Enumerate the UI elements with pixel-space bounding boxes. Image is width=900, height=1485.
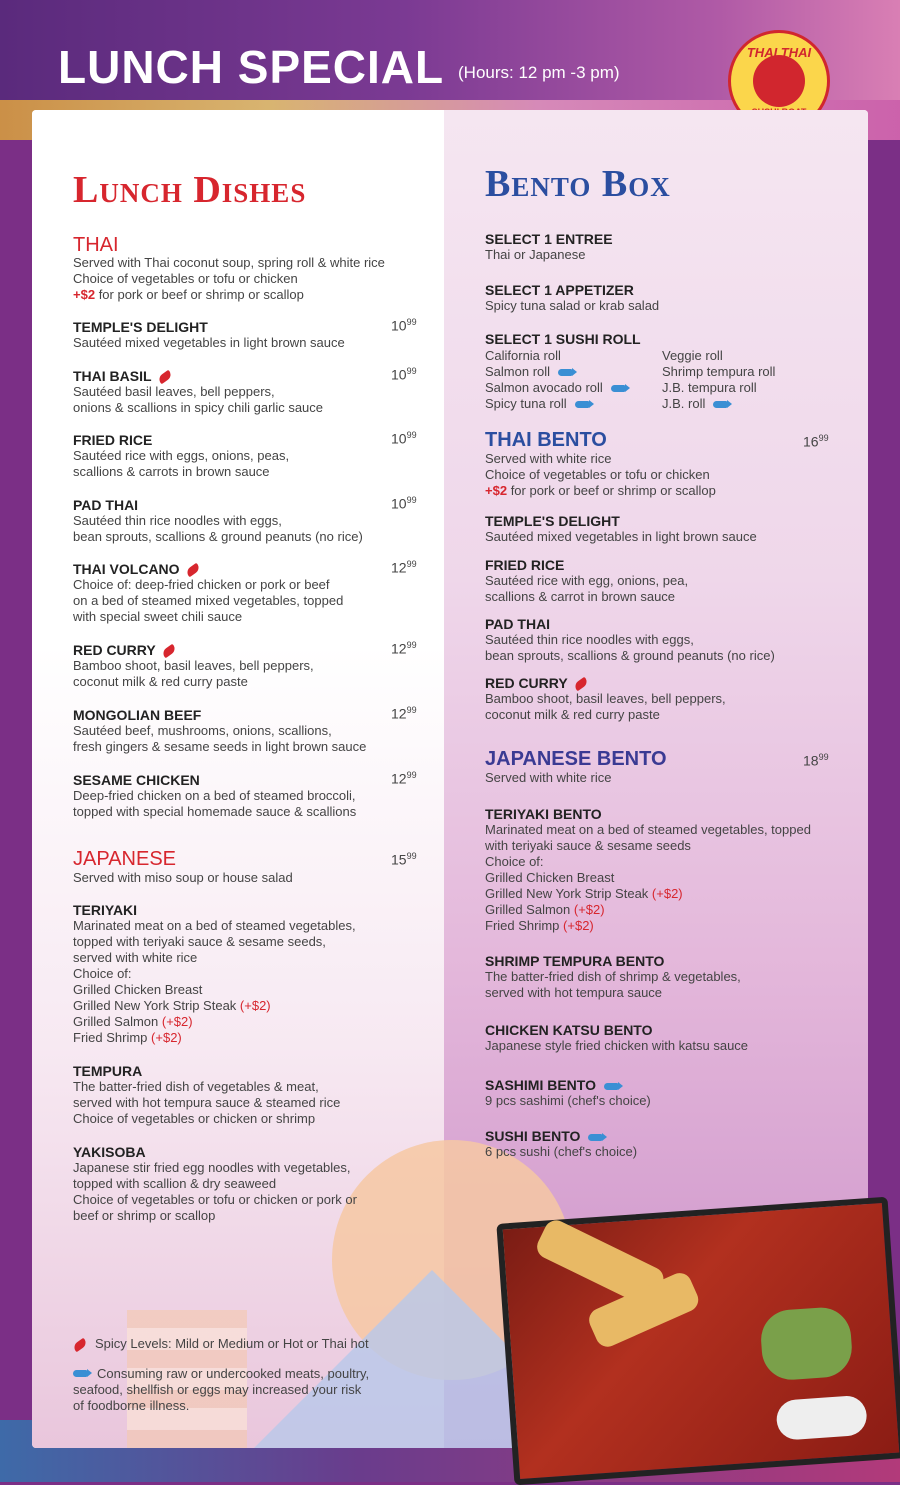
bento-photo	[496, 1197, 900, 1485]
fish-icon	[611, 385, 625, 392]
item-price: $12^{99}$	[391, 640, 417, 657]
fish-logo-icon	[753, 55, 805, 107]
item-price: $10^{99}$	[391, 366, 417, 383]
fish-icon	[713, 401, 727, 408]
sushi-roll-options-right: Veggie roll Shrimp tempura roll J.B. tempura roll J.B. roll	[662, 348, 776, 411]
thai-menu-item: THAI VOLCANO Choice of: deep-fried chicken or pork or beef on a bed of steamed mixed vegetables, topped with special sweet chili sauce	[73, 561, 344, 624]
thai-description: Served with Thai coconut soup, spring roll & white rice Choice of vegetables or tofu or chicken +$2 for pork or beef or shrimp or scallop	[73, 255, 385, 302]
thai-menu-item: PAD THAI Sautéed thin rice noodles with eggs, bean sprouts, scallions & ground peanuts (no rice)	[73, 497, 363, 544]
shrimp-tempura-bento: SHRIMP TEMPURA BENTO The batter-fried dish of shrimp & vegetables, served with hot tempura sauce	[485, 953, 741, 1000]
spicy-note: Spicy Levels: Mild or Medium or Hot or Thai hot	[73, 1336, 369, 1352]
select-entree: SELECT 1 ENTREE Thai or Japanese	[485, 231, 613, 262]
thai-menu-item: FRIED RICE Sautéed rice with eggs, onions, peas, scallions & carrots in brown sauce	[73, 432, 290, 479]
thai-bento-item: FRIED RICE Sautéed rice with egg, onions, pea, scallions & carrot in brown sauce	[485, 557, 689, 604]
item-price: $10^{99}$	[391, 495, 417, 512]
item-price: $12^{99}$	[391, 559, 417, 576]
bento-box-heading: Bento Box	[485, 163, 671, 205]
japanese-bento-description: Served with white rice	[485, 770, 612, 785]
sushi-roll-options-left: California roll Salmon roll Salmon avocado roll Spicy tuna roll	[485, 348, 625, 412]
chili-pepper-icon	[72, 1337, 88, 1352]
japanese-section-title: JAPANESE	[73, 848, 176, 870]
sashimi-bento: SASHIMI BENTO 9 pcs sashimi (chef's choice)	[485, 1077, 651, 1108]
teriyaki-bento: TERIYAKI BENTO Marinated meat on a bed of steamed vegetables, topped with teriyaki sauce & sesame seeds Choice of: Grilled Chicken Breast Grilled New York Strip Steak (+$2) Grilled Salmon (+$2) Fried Shrimp (+$2)	[485, 806, 811, 933]
thai-bento-title: THAI BENTO	[485, 429, 607, 451]
teriyaki-item: TERIYAKI Marinated meat on a bed of steamed vegetables, topped with teriyaki sauce & sesame seeds, served with white rice Choice of: Grilled Chicken Breast Grilled New York Strip Steak (+$2) Grilled Salmon (+$2) Fried Shrimp (+$2)	[73, 902, 356, 1045]
select-appetizer: SELECT 1 APPETIZER Spicy tuna salad or krab salad	[485, 282, 660, 313]
item-price: $10^{99}$	[391, 317, 417, 334]
thai-menu-item: TEMPLE'S DELIGHT Sautéed mixed vegetables in light brown sauce	[73, 319, 345, 350]
fish-icon	[73, 1370, 87, 1377]
tempura-item: TEMPURA The batter-fried dish of vegetables & meat, served with hot tempura sauce & steamed rice Choice of vegetables or chicken or shrimp	[73, 1063, 341, 1126]
select-sushi-roll: SELECT 1 SUSHI ROLL	[485, 331, 641, 347]
thai-menu-item: THAI BASIL Sautéed basil leaves, bell peppers, onions & scallions in spicy chili garlic sauce	[73, 368, 324, 415]
fish-icon	[575, 401, 589, 408]
yakisoba-item: YAKISOBA Japanese stir fried egg noodles with vegetables, topped with scallion & dry seaweed Choice of vegetables or tofu or chicken or pork or beef or shrimp or scallop	[73, 1144, 357, 1223]
chili-pepper-icon	[185, 563, 201, 578]
thai-section-title: THAI	[73, 234, 119, 256]
page-title: LUNCH SPECIAL	[58, 41, 445, 93]
thai-bento-item: RED CURRY Bamboo shoot, basil leaves, bell peppers, coconut milk & red curry paste	[485, 675, 726, 722]
lunch-dishes-heading: Lunch Dishes	[73, 169, 307, 211]
thai-bento-item: TEMPLE'S DELIGHT Sautéed mixed vegetables in light brown sauce	[485, 513, 757, 544]
fish-icon	[558, 369, 572, 376]
thai-menu-item: SESAME CHICKEN Deep-fried chicken on a bed of steamed broccoli, topped with special homemade sauce & scallions	[73, 772, 357, 819]
thai-bento-item: PAD THAI Sautéed thin rice noodles with eggs, bean sprouts, scallions & ground peanuts (no rice)	[485, 616, 775, 663]
item-price: $12^{99}$	[391, 770, 417, 787]
thai-menu-item: MONGOLIAN BEEF Sautéed beef, mushrooms, onions, scallions, fresh gingers & sesame seeds in light brown sauce	[73, 707, 367, 754]
chili-pepper-icon	[573, 677, 589, 692]
raw-food-note: Consuming raw or undercooked meats, poultry, seafood, shellfish or eggs may increased your risk of foodborne illness.	[73, 1366, 370, 1413]
hours-text: (Hours: 12 pm -3 pm)	[458, 63, 620, 82]
restaurant-logo: THAI THAI	[728, 30, 830, 132]
thai-menu-item: RED CURRY Bamboo shoot, basil leaves, bell peppers, coconut milk & red curry paste	[73, 642, 314, 689]
chicken-katsu-bento: CHICKEN KATSU BENTO Japanese style fried chicken with katsu sauce	[485, 1022, 749, 1053]
japanese-bento-title: JAPANESE BENTO	[485, 748, 667, 770]
thai-bento-price: $16^{99}$	[803, 433, 829, 450]
fish-icon	[604, 1083, 618, 1090]
thai-bento-description: Served with white rice Choice of vegetables or tofu or chicken +$2 for pork or beef or shrimp or scallop	[485, 451, 716, 498]
chili-pepper-icon	[161, 644, 177, 659]
item-price: $10^{99}$	[391, 430, 417, 447]
chili-pepper-icon	[157, 370, 173, 385]
japanese-description: Served with miso soup or house salad	[73, 870, 293, 885]
sushi-bento: SUSHI BENTO 6 pcs sushi (chef's choice)	[485, 1128, 638, 1159]
item-price: $12^{99}$	[391, 705, 417, 722]
fish-icon	[588, 1134, 602, 1141]
japanese-bento-price: $18^{99}$	[803, 752, 829, 769]
japanese-price: $15^{99}$	[391, 851, 417, 868]
